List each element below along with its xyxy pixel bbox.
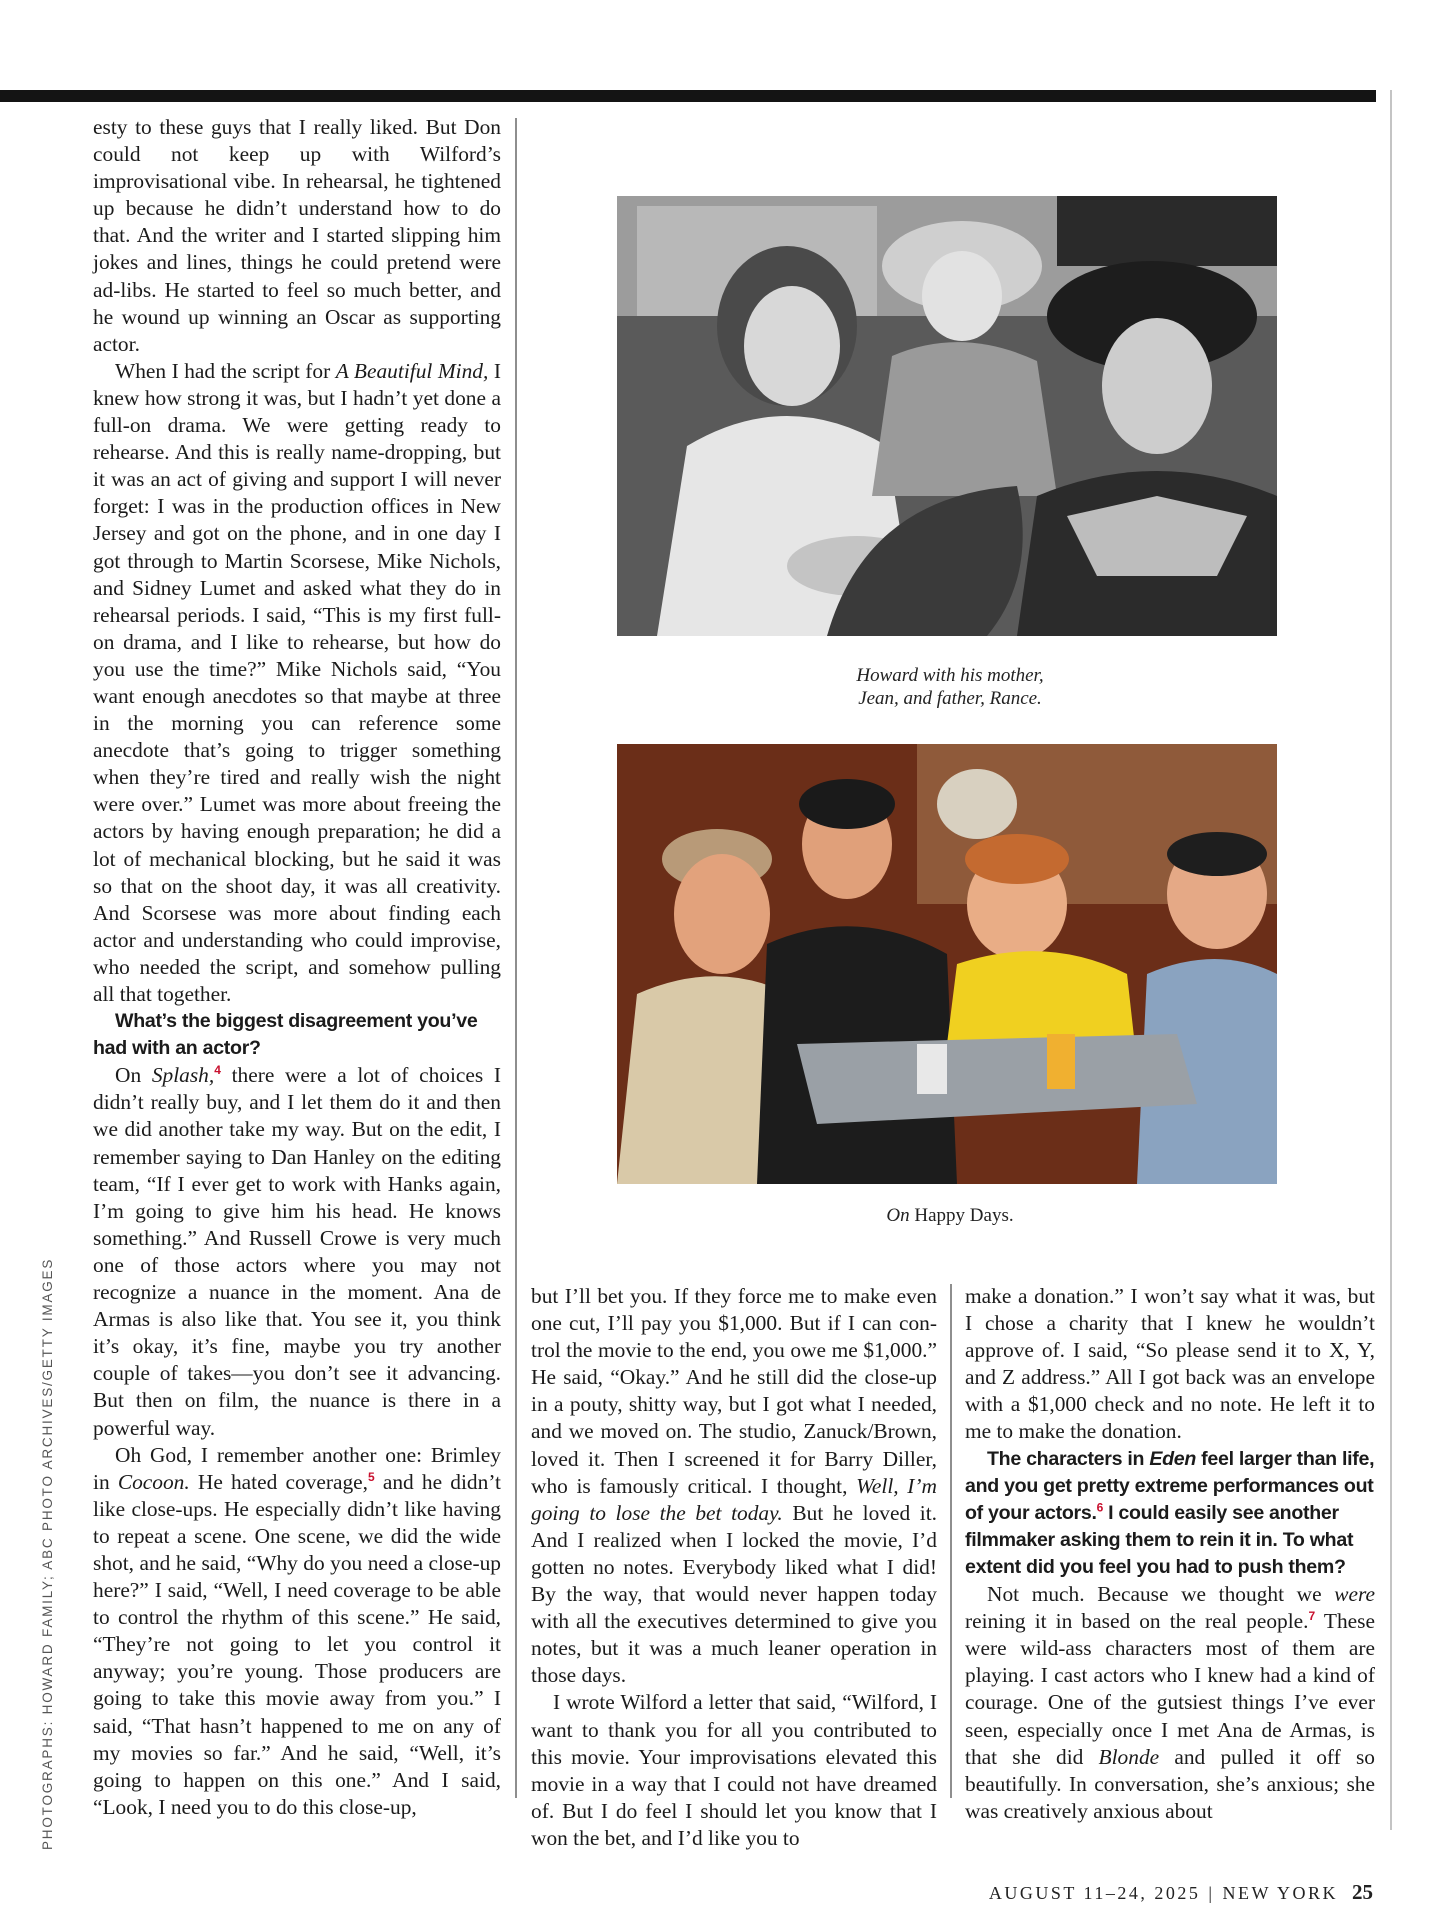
italic-text: Splash,: [151, 1063, 215, 1088]
italic-text: Cocoon.: [117, 1469, 190, 1494]
body-paragraph: [93, 114, 501, 358]
page-footer: [989, 1880, 1373, 1905]
italic-text: A Beautiful Mind,: [335, 358, 489, 383]
body-paragraph: [93, 1442, 501, 1821]
text-run: and he didn’t like close-ups. He especially didn’t like having to repeat a scene. One scene, we did the wide shot, and he said, “Why do you need a close-up here?” I said, “Well, I need coverage to be able to control the rhythm of this scene.” He said, “They’re not going to let you control it anyway; you’re young. Those producers are going to take this movie away from you.” I said, “That hasn’t happened to me on any of my movies so far.” And he said, “Well, it’s going to happen on this one.” And I said, “Look, I need you to do this close-up,: [93, 1469, 501, 1819]
italic-text: Well, I’m going to lose the bet today.: [531, 1473, 937, 1525]
photo-credit: PHOTOGRAPHS: HOWARD FAMILY; ABC PHOTO ARCHIVES/GETTY IMAGES: [40, 1257, 55, 1850]
text-run: The characters in: [987, 1447, 1150, 1470]
footnote-marker: 5: [368, 1469, 375, 1484]
photo-happy-days-caption: [780, 1204, 1120, 1227]
caption-show-title: Happy Days.: [914, 1205, 1014, 1226]
text-run: These were wild-ass characters most of them are playing. I cast actors who I knew had a kind of courage. One of the gutsiest things I’ve ever seen, especially once I met Ana de Armas, is that she did: [965, 1609, 1375, 1769]
body-paragraph: [93, 1062, 501, 1441]
text-run: I knew how strong it was, but I hadn’t yet done a full-on drama. We were getting ready to rehearse. And this is really name-dropping, but it was an act of giving and support I will never forget: I was in the production offices in New Jersey and got on the phone, and in one day I got through to Martin Scorsese, Mike Nichols, and Sidney Lumet and asked what they do in rehearsal periods. I said, “This is my first full-on drama, and I like to rehearse, but how do you use the time?” Mike Nichols said, “You want enough anecdotes so that maybe at three in the morning you can reference some anecdote that’s going to trigger something when they’re tired and really wish the night were over.” Lumet was more about freeing the actors by having enough preparation; he did a lot of mechanical blocking, but he said it was so that on the shoot day, it was all creativity. And Scorsese was more about finding each actor and understanding who could improvise, who needed the script, and somehow pulling all that together.: [93, 358, 501, 1006]
text-run: feel larger than life, and you get pretty extreme performances out of your actors.: [965, 1447, 1375, 1524]
italic-text: were: [1334, 1582, 1375, 1607]
text-run: He hated coverage,: [189, 1469, 369, 1494]
publication-name: NEW YORK: [1222, 1883, 1338, 1903]
body-paragraph: [531, 1689, 937, 1852]
body-paragraph: [965, 1283, 1375, 1446]
footer-separator: |: [1208, 1883, 1215, 1903]
body-paragraph: [93, 358, 501, 1008]
photo-family: [617, 196, 1277, 636]
text-run: and pulled it off so beautifully. In conversation, she’s anxious; she was creatively anxious about: [965, 1744, 1375, 1823]
article-column-2: [531, 1283, 937, 1852]
text-run: make a donation.” I won’t say what it was, but I chose a charity that I knew he wouldn’t approve of. I said, “So please send it to X, Y, and Z address.” All I got back was an envelope with a $1,000 check and no note. He left it to me to make the donation.: [965, 1284, 1375, 1444]
text-run: What’s the biggest disagreement you’ve had with an actor?: [93, 1010, 478, 1060]
caption-line-1: Howard with his mother,: [856, 665, 1044, 686]
right-margin-rule: [1390, 90, 1392, 1830]
caption-italic-part: On: [886, 1205, 910, 1226]
footnote-marker: 4: [214, 1063, 221, 1078]
text-run: but I’ll bet you. If they force me to make even one cut, I’ll pay you $1,000. But if I can control the movie to the end, you owe me $1,000.” He said, “Okay.” And he still did the close-up in a pouty, shitty way, but I got what I needed, and we moved on. The studio, Zanuck/Brown, loved it. Then I screened it for Barry Diller, who is famously critical. I thought,: [531, 1284, 937, 1498]
text-run: But he loved it. And I realized when I locked the movie, I’d gotten no notes. Everybody liked what I did! By the way, that would never happen today with all the executives determined to give you notes, but it was a much leaner operation in those days.: [531, 1500, 938, 1688]
body-paragraph: [965, 1581, 1375, 1825]
text-run: esty to these guys that I really liked. But Don could not keep up with Wilford’s improvisational vibe. In rehearsal, he tightened up because he didn’t understand how to do that. And the writer and I started slipping him jokes and lines, things he could pretend were ad-libs. He started to feel so much better, and he wound up winning an Oscar as supporting actor.: [93, 115, 501, 356]
photo-family-caption: [780, 664, 1120, 710]
top-rule: [0, 90, 1376, 102]
footnote-marker: 6: [1096, 1500, 1103, 1515]
text-run: I wrote Wilford a letter that said, “Wilford, I want to thank you for all you contributed to this movie. Your improvisations elevated this movie in a way that I could not have dreamed of. But I do feel I should let you know that I won the bet, and I’d like you to: [531, 1690, 937, 1850]
footnote-marker: 7: [1308, 1609, 1316, 1623]
issue-date: AUGUST 11–24, 2025: [988, 1883, 1201, 1903]
photo-happy-days-image: [617, 744, 1277, 1184]
body-paragraph: [531, 1283, 937, 1689]
text-run: there were a lot of choices I didn’t really buy, and I let them do it and then we did another take my way. But on the edit, I remember saying to Dan Hanley on the editing team, “If I ever get to work with Hanks again, I’m going to give him his head. He knows something.” And Russell Crowe is very much one of those actors where you may not recognize a nuance in the moment. Ana de Armas is also like that. You see it, you think it’s okay, it’s fine, maybe you try another couple of takes—you don’t see it advancing. But then on film, the nuance is there in a powerful way.: [93, 1063, 501, 1440]
column-divider-1: [515, 118, 517, 1798]
text-run: reining it in based on the real people.: [965, 1609, 1309, 1634]
page-number: 25: [1352, 1880, 1373, 1904]
photo-family-image: [617, 196, 1277, 636]
italic-text: Eden: [1149, 1447, 1197, 1470]
column-divider-2: [950, 1284, 952, 1798]
interview-question: [965, 1446, 1375, 1581]
text-run: I could easily see another filmmaker asking them to rein it in. To what extent did you feel you had to push them?: [965, 1501, 1354, 1578]
article-column-1: [93, 114, 501, 1821]
interview-question: [93, 1008, 501, 1062]
caption-line-2: Jean, and father, Rance.: [858, 688, 1042, 709]
italic-text: Blonde: [1098, 1744, 1160, 1769]
article-column-3: [965, 1283, 1375, 1825]
text-run: When I had the script for: [115, 358, 336, 383]
photo-happy-days: [617, 744, 1277, 1184]
text-run: On: [115, 1063, 152, 1088]
text-run: Not much. Because we thought we: [987, 1582, 1335, 1607]
text-run: Oh God, I remember another one: Brimley in: [93, 1442, 501, 1494]
